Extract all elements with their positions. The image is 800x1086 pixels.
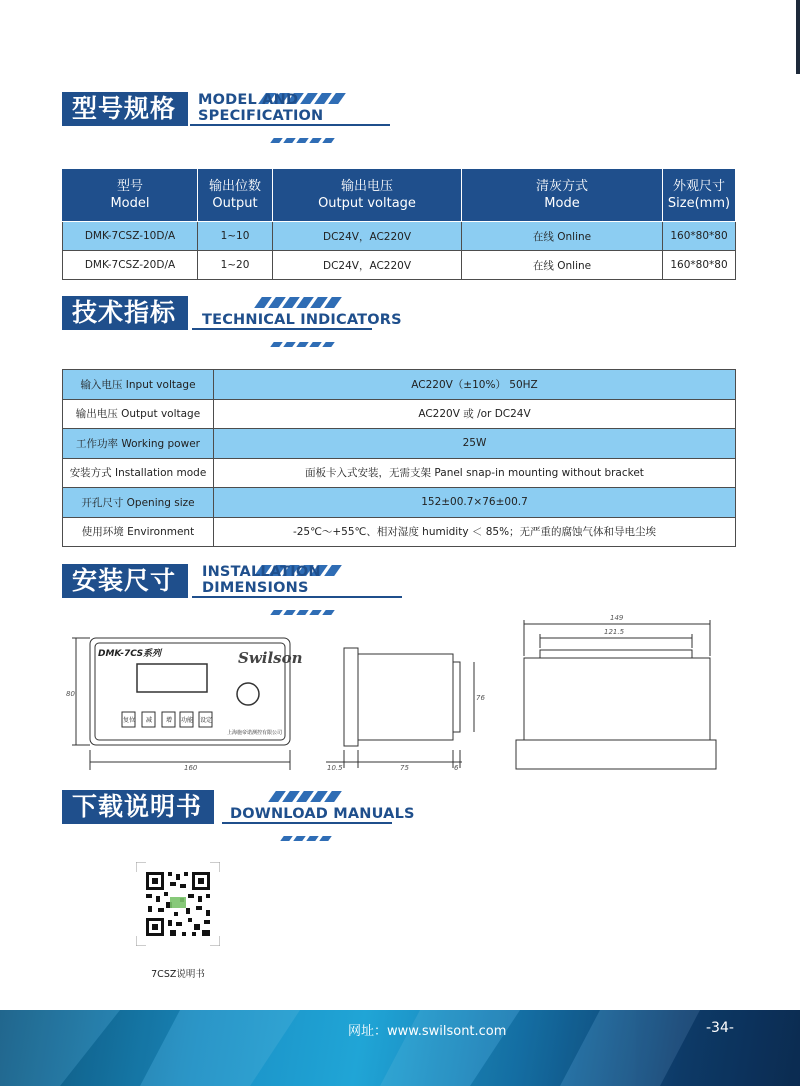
row-label: 输出电压 Output voltage — [63, 399, 214, 429]
installation-drawings — [62, 610, 742, 780]
stripe-decoration — [272, 128, 337, 134]
panel-button-function: 功能 — [181, 717, 194, 724]
table-row — [63, 222, 736, 251]
row-label: 工作功率 Working power — [63, 429, 214, 459]
dim-side-b: 75 — [400, 764, 409, 772]
qr-code-icon — [136, 862, 220, 946]
header-cn: 输出位数 — [208, 179, 261, 194]
row-value: 25W — [214, 429, 736, 459]
panel-label: DMK-7CS系列 — [98, 649, 162, 659]
dim-side-a: 10.5 — [327, 764, 343, 772]
row-value: AC220V（±10%） 50HZ — [214, 370, 736, 400]
stripe-decoration — [258, 293, 342, 304]
header-cell — [462, 169, 663, 222]
row-label: 输入电压 Input voltage — [63, 370, 214, 400]
cell: 在线 Online — [462, 222, 663, 251]
header-en: Output voltage — [318, 196, 416, 211]
header-en: Size(mm) — [667, 196, 731, 211]
panel-button-down: 减 — [146, 717, 153, 724]
section-title-cn: 安装尺寸 — [62, 564, 188, 598]
row-value: AC220V 或 /or DC24V — [214, 399, 736, 429]
section-header-tech — [62, 296, 422, 330]
header-cell — [663, 169, 736, 222]
panel-button-set: 设定 — [200, 717, 213, 724]
stripe-decoration — [272, 600, 337, 606]
table-row — [63, 429, 736, 459]
section-underline — [192, 328, 372, 330]
tech-indicators-table — [62, 369, 736, 547]
table-row — [63, 488, 736, 518]
stripe-decoration — [282, 826, 334, 832]
row-value: -25℃～+55℃、相对湿度 humidity ＜ 85%；无严重的腐蚀气体和导电尘埃 — [214, 517, 736, 547]
dim-top-width-2: 121.5 — [604, 628, 625, 636]
section-title-cn: 下载说明书 — [62, 790, 214, 824]
qr-code[interactable] — [136, 862, 220, 946]
row-label: 使用环境 Environment — [63, 517, 214, 547]
section-underline — [192, 596, 402, 598]
header-cell — [273, 169, 462, 222]
panel-button-reset: 复位 — [123, 717, 136, 724]
cell: 1~20 — [198, 251, 273, 280]
dim-front-height: 80 — [66, 690, 75, 698]
table-row — [63, 251, 736, 280]
section-title-en: INSTALLATION DIMENSIONS — [202, 564, 321, 596]
header-cell — [63, 169, 198, 222]
cell: DMK-7CSZ-10D/A — [63, 222, 198, 251]
row-value: 152±00.7×76±00.7 — [214, 488, 736, 518]
section-header-model — [62, 92, 422, 126]
top-view-drawing — [516, 620, 716, 769]
cell: DMK-7CSZ-20D/A — [63, 251, 198, 280]
header-cn: 清灰方式 — [535, 179, 588, 194]
header-cn: 外观尺寸 — [672, 179, 725, 194]
row-label: 安装方式 Installation mode — [63, 458, 214, 488]
table-row — [63, 517, 736, 547]
stripe-decoration — [272, 332, 337, 338]
footer-banner — [0, 1010, 800, 1086]
page-edge-bar — [796, 0, 800, 74]
section-title-en: TECHNICAL INDICATORS — [202, 312, 402, 328]
header-cn: 输出电压 — [340, 179, 393, 194]
section-underline — [222, 822, 392, 824]
section-title-en: DOWNLOAD MANUALS — [230, 806, 415, 822]
header-en: Mode — [544, 196, 580, 211]
cell: 160*80*80 — [663, 251, 736, 280]
brand-logo: Swilson — [238, 649, 303, 667]
section-title-cn: 技术指标 — [62, 296, 188, 330]
header-en: Output — [212, 196, 258, 211]
cell: 160*80*80 — [663, 222, 736, 251]
header-cell — [198, 169, 273, 222]
table-row — [63, 399, 736, 429]
header-cn: 型号 — [116, 179, 143, 194]
stripe-decoration — [272, 787, 342, 798]
qr-caption: 7CSZ说明书 — [151, 969, 205, 980]
section-header-download — [62, 790, 422, 824]
cell: DC24V，AC220V — [273, 222, 462, 251]
cell: DC24V，AC220V — [273, 251, 462, 280]
page-number: -34- — [706, 1020, 734, 1036]
section-header-install — [62, 564, 422, 598]
company-name: 上海施帝诺测控有限公司 — [227, 730, 283, 736]
table-header-row — [63, 169, 736, 222]
cell: 在线 Online — [462, 251, 663, 280]
model-spec-table — [62, 168, 736, 280]
section-title-en: MODEL AND SPECIFICATION — [198, 92, 324, 124]
cell: 1~10 — [198, 222, 273, 251]
row-label: 开孔尺寸 Opening size — [63, 488, 214, 518]
dim-side-height: 76 — [476, 694, 485, 702]
table-row — [63, 370, 736, 400]
website-url[interactable]: 网址：www.swilsont.com — [348, 1024, 507, 1039]
header-en: Model — [110, 196, 150, 211]
side-view-drawing — [326, 648, 474, 768]
section-underline — [190, 124, 390, 126]
dim-top-width-1: 149 — [610, 614, 624, 622]
dim-side-c: 6 — [454, 764, 459, 772]
section-title-cn: 型号规格 — [62, 92, 188, 126]
panel-button-up: 增 — [166, 717, 173, 724]
dim-front-width: 160 — [184, 764, 198, 772]
table-row — [63, 458, 736, 488]
row-value: 面板卡入式安装，无需支架 Panel snap-in mounting without bracket — [214, 458, 736, 488]
